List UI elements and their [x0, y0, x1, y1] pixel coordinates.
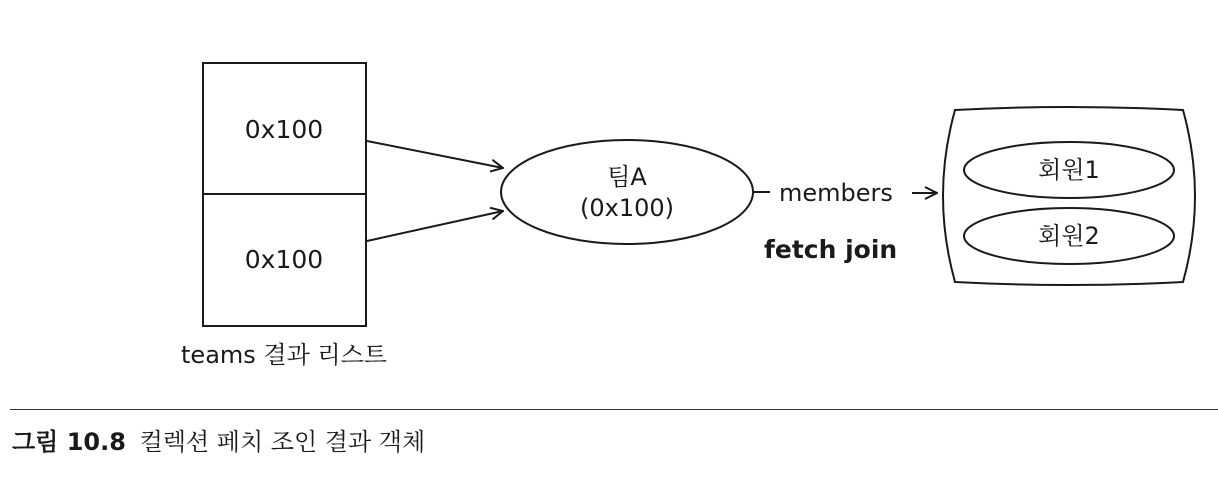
team-entity: [501, 140, 753, 244]
figure-number: 그림 10.8: [12, 428, 126, 456]
reference-arrow-1: [367, 141, 503, 168]
team-address: (0x100): [579, 194, 675, 222]
fetch-join-label: fetch join: [764, 235, 898, 264]
member-1-name: 회원1: [1038, 156, 1100, 184]
team-ellipse: [501, 140, 753, 244]
members-label: members: [779, 179, 893, 207]
reference-arrow-2: [367, 211, 503, 241]
figure-caption: [12, 422, 425, 457]
member-collection: [943, 107, 1195, 285]
caption-divider: [10, 409, 1218, 410]
list-cell-1-address: 0x100: [244, 115, 324, 144]
list-cell-2-address: 0x100: [244, 245, 324, 274]
member-2-name: 회원2: [1038, 222, 1100, 250]
teams-result-list: [181, 63, 387, 369]
list-caption: teams 결과 리스트: [181, 341, 387, 369]
team-name: 팀A: [607, 163, 647, 191]
figure-title: 컬렉션 페치 조인 결과 객체: [139, 428, 426, 456]
